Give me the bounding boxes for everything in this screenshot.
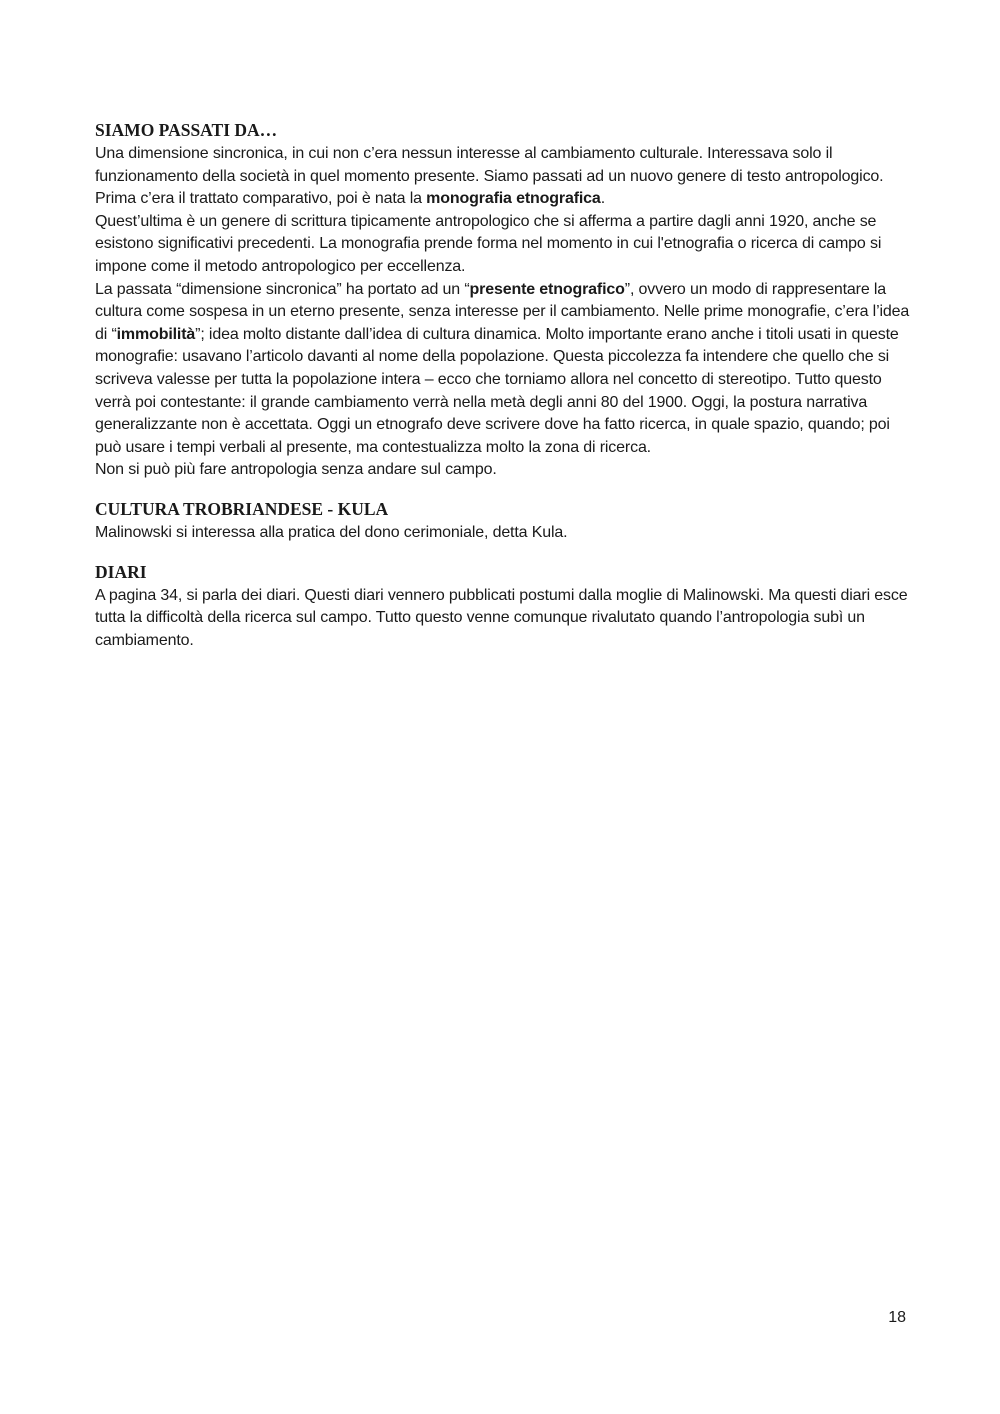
text-run: La passata “dimensione sincronica” ha portato ad un “ [95,280,470,298]
section-heading: DIARI [95,561,147,582]
text-run: Quest’ultima è un genere di scrittura tipicamente antropologico che si afferma a partire dagli anni 1920, anche se esistono significativi precedenti. La monografia prende forma nel momento in cui l'etnografia o ricerca di campo si impone come il metodo antropologico per eccellenza. [95,212,882,275]
paragraph [95,522,910,545]
bold-text-run: monografia etnografica [426,190,601,208]
paragraph [95,211,910,279]
bold-text-run: immobilità [116,325,196,343]
section-diari [95,559,910,653]
paragraph [95,143,910,211]
section-heading: CULTURA TROBRIANDESE - KULA [95,498,389,519]
bold-text-run: presente etnografico [469,280,625,298]
paragraph [95,279,910,460]
page-number: 18 [888,1309,906,1326]
text-run: . [600,190,605,208]
section-cultura-trobriandese [95,496,910,545]
section-heading: SIAMO PASSATI DA… [95,120,278,140]
text-run: ”, ovvero un modo di rappresentare la cultura come sospesa in un eterno presente, senza interesse per il cambiamento. Nelle prime monografie, c’era l’idea di “ [95,280,910,343]
text-run: Una dimensione sincronica, in cui non c’era nessun interesse al cambiamento culturale. Interessava solo il funzionamento della società in quel momento presente. Siamo passati ad un nuovo genere di testo antropologico. Prima c’era il trattato comparativo, poi è nata la [95,145,884,208]
text-run: Malinowski si interessa alla pratica del dono cerimoniale, detta Kula. [95,523,568,541]
text-run: Non si può più fare antropologia senza andare sul campo. [95,461,497,479]
paragraph [95,585,910,653]
text-run: ”; idea molto distante dall’idea di cultura dinamica. Molto importante erano anche i titoli usati in queste monografie: usavano l’articolo davanti al nome della popolazione. Questa piccolezza fa intendere che quello che si scriveva valesse per tutta la popolazione intera – ecco che torniamo allora nel concetto di stereotipo. Tutto questo verrà poi contestante: il grande cambiamento verrà nella metà degli anni 80 del 1900. Oggi, la postura narrativa generalizzante non è accettata. Oggi un etnografo deve scrivere dove ha fatto ricerca, in quale spazio, quando; poi può usare i tempi verbali al presente, ma contestualizza molto la zona di ricerca. [95,325,899,456]
page-content [95,117,910,666]
paragraph [95,459,910,482]
section-siamo-passati [95,117,910,482]
text-run: A pagina 34, si parla dei diari. Questi diari vennero pubblicati postumi dalla moglie di Malinowski. Ma questi diari esce tutta la difficoltà della ricerca sul campo. Tutto questo venne comunque rivalutato quando l’antropologia subì un cambiamento. [95,586,908,649]
